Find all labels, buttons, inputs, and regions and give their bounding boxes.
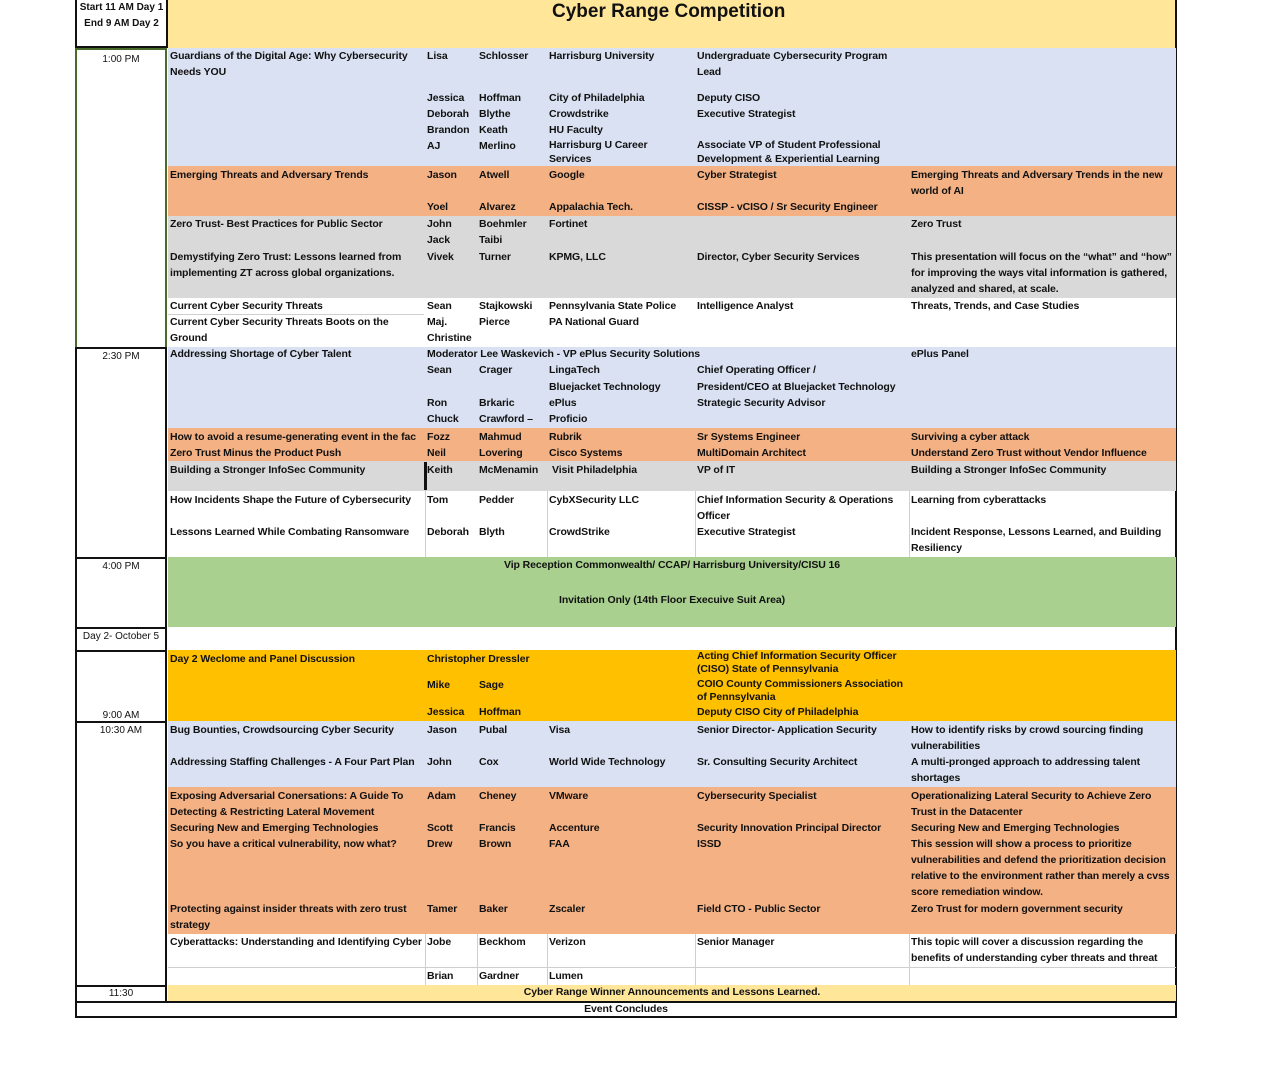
speaker-last: Pierce (479, 316, 510, 328)
speaker-last: Atwell (479, 169, 510, 181)
time-label: 10:30 AM (99, 725, 143, 736)
speaker-org: Google (549, 169, 585, 181)
speaker-last: Merlino (479, 140, 516, 152)
start-end-cell (75, 0, 168, 48)
day2-cell (75, 627, 167, 650)
speaker-role: Sr. Consulting Security Architect (697, 756, 858, 768)
speaker-first: John (427, 756, 452, 768)
speaker-org: Harrisburg University (549, 50, 655, 62)
grid-line (909, 934, 910, 985)
speaker-last: Gardner (479, 970, 520, 982)
speaker-first: Jobe (427, 936, 452, 948)
speaker-role: CISSP - vCISO / Sr Security Engineer (697, 201, 878, 213)
speaker-org: Accenture (549, 822, 600, 834)
speaker-last: Blyth (479, 526, 505, 538)
grid-line (547, 491, 548, 557)
session-title: Cyberattacks: Understanding and Identifying Cyber (170, 936, 422, 948)
speaker-role: President/CEO at Bluejacket Technology (697, 381, 896, 393)
speaker-last: Baker (479, 903, 508, 915)
speaker-last: Schlosser (479, 50, 529, 62)
time-cell-1030am (75, 721, 167, 985)
session-title: Addressing Shortage of Cyber Talent (170, 348, 352, 360)
panel-moderator: Moderator Lee Waskevich - VP ePlus Security Solutions (427, 348, 701, 360)
speaker-first: Drew (427, 838, 453, 850)
speaker-first: Jessica (427, 706, 465, 718)
speaker-first: AJ (427, 140, 441, 152)
speaker-last: Francis (479, 822, 516, 834)
session-title: Demystifying Zero Trust: Lessons learned from implementing ZT across global organizations. (170, 251, 402, 279)
speaker-org: FAA (549, 838, 570, 850)
speaker-org: HU Faculty (549, 124, 603, 136)
session-title: So you have a critical vulnerability, now what? (170, 838, 397, 850)
session-title: Building a Stronger InfoSec Community (170, 464, 366, 476)
session-title: Emerging Threats and Adversary Trends (170, 169, 369, 181)
speaker-first: John (427, 218, 452, 230)
session-title: Guardians of the Digital Age: Why Cybersecurity Needs YOU (170, 50, 408, 78)
speaker-last: Crager (479, 364, 513, 376)
session-title: Lessons Learned While Combating Ransomware (170, 526, 410, 538)
speaker-role: Chief Information Security & Operations Officer (697, 494, 894, 522)
speaker-org: Harrisburg U Career Services (549, 139, 648, 165)
session-title: How Incidents Shape the Future of Cybersecurity (170, 494, 411, 506)
speaker-last: Hoffman (479, 706, 521, 718)
time-cell-230pm (75, 347, 167, 557)
speaker-first: Sean (427, 364, 452, 376)
grid-line (425, 491, 426, 557)
speaker-last: Pedder (479, 494, 514, 506)
time-label: 9:00 AM (102, 710, 140, 721)
session-title: Day 2 Weclome and Panel Discussion (170, 653, 355, 665)
speaker-first: Scott (427, 822, 453, 834)
session-title: Zero Trust Minus the Product Push (170, 447, 342, 459)
time-cell-4pm (75, 557, 167, 627)
speaker-first: Keith (427, 464, 453, 476)
session-title: Protecting against insider threats with zero trust strategy (170, 903, 407, 931)
start-line: Start 11 AM Day 1 (79, 2, 164, 13)
speaker-role: Deputy CISO City of Philadelphia (697, 706, 859, 718)
session-topic: ePlus Panel (911, 348, 969, 360)
event-concludes: Event Concludes (584, 1003, 668, 1015)
speaker-last: McMenamin (479, 464, 539, 476)
speaker-last: Pubal (479, 724, 508, 736)
speaker-role: Senior Director- Application Security (697, 724, 877, 736)
speaker-first: Lisa (427, 50, 448, 62)
speaker-first: Deborah (427, 526, 469, 538)
speaker-role: Chief Operating Officer / (697, 364, 816, 376)
session-topic: Incident Response, Lessons Learned, and Building Resiliency (911, 526, 1162, 554)
speaker-last: Crawford – (479, 413, 533, 425)
session-topic: Learning from cyberattacks (911, 494, 1047, 506)
session-topic: Operationalizing Lateral Security to Achieve Zero Trust in the Datacenter (911, 790, 1152, 818)
speaker-last: Lovering (479, 447, 523, 459)
speaker-role: Undergraduate Cybersecurity Program Lead (697, 50, 888, 78)
session-topic: Securing New and Emerging Technologies (911, 822, 1120, 834)
speaker-role: Field CTO - Public Sector (697, 903, 821, 915)
time-cell-1130 (75, 985, 167, 1001)
time-label: 2:30 PM (102, 351, 140, 362)
speaker-last: Beckhom (479, 936, 526, 948)
grid-line (695, 934, 696, 985)
speaker-last: Alvarez (479, 201, 516, 213)
speaker-role: Executive Strategist (697, 108, 796, 120)
speaker-first: Jack (427, 234, 450, 246)
speaker-first: Adam (427, 790, 456, 802)
speaker-last: Boehmler (479, 218, 527, 230)
speaker-org: PA National Guard (549, 316, 639, 328)
speaker-last: Stajkowski (479, 300, 533, 312)
time-cell-1pm (75, 48, 167, 347)
speaker-last: Keath (479, 124, 508, 136)
speaker-org: VMware (549, 790, 589, 802)
speaker-org: Pennsylvania State Police (549, 300, 677, 312)
page-title: Cyber Range Competition (552, 1, 786, 22)
speaker-org: Verizon (549, 936, 586, 948)
session-topic: Building a Stronger InfoSec Community (911, 464, 1107, 476)
speaker-first: Yoel (427, 201, 448, 213)
session-title: Current Cyber Security Threats Boots on the Ground (170, 316, 389, 344)
session-topic: This presentation will focus on the “what” and “how” for improving the ways vital information is gathered, analyzed and shared, at scale. (911, 251, 1172, 295)
speaker-last: Blythe (479, 108, 511, 120)
speaker-first: Tom (427, 494, 449, 506)
speaker-role: Sr Systems Engineer (697, 431, 801, 443)
speaker-last: Brkaric (479, 397, 515, 409)
speaker-org: Visa (549, 724, 571, 736)
session-title: Bug Bounties, Crowdsourcing Cyber Security (170, 724, 394, 736)
speaker-last: Cox (479, 756, 499, 768)
speaker-last: Taibi (479, 234, 503, 246)
time-label: 4:00 PM (102, 561, 140, 572)
speaker-last: Brown (479, 838, 512, 850)
session-title: Exposing Adversarial Conersations: A Guide To Detecting & Restricting Lateral Movement (170, 790, 404, 818)
session-topic: Understand Zero Trust without Vendor Influence (911, 447, 1147, 459)
speaker-org: LingaTech (549, 364, 600, 376)
speaker-first: Christopher Dressler (427, 653, 530, 665)
speaker-first: Brandon (427, 124, 470, 136)
speaker-org: Crowdstrike (549, 108, 609, 120)
speaker-role: Intelligence Analyst (697, 300, 794, 312)
speaker-role: Executive Strategist (697, 526, 796, 538)
speaker-role: Security Innovation Principal Director (697, 822, 882, 834)
speaker-role: VP of IT (697, 464, 736, 476)
speaker-last: Mahmud (479, 431, 522, 443)
winner-announcement: Cyber Range Winner Announcements and Lessons Learned. (523, 986, 821, 998)
speaker-role: ISSD (697, 838, 722, 850)
speaker-last: Sage (479, 679, 504, 691)
session-topic: Zero Trust (911, 218, 962, 230)
session-title: Addressing Staffing Challenges - A Four Part Plan (170, 756, 415, 768)
reception-line-1: Vip Reception Commonwealth/ CCAP/ Harrisburg University/CISU 16 (504, 559, 840, 571)
speaker-org: City of Philadelphia (549, 92, 645, 104)
speaker-org: CybXSecurity LLC (549, 494, 640, 506)
day2-label: Day 2- October 5 (82, 631, 160, 642)
session-topic: A multi-pronged approach to addressing talent shortages (911, 756, 1141, 784)
speaker-org: Appalachia Tech. (549, 201, 633, 213)
reception-line-2: Invitation Only (14th Floor Execuive Suit Area) (559, 594, 785, 606)
speaker-first: Vivek (427, 251, 454, 263)
session-title: Current Cyber Security Threats (170, 300, 323, 312)
speaker-org: CrowdStrike (549, 526, 610, 538)
speaker-role: Associate VP of Student Professional Development & Experiential Learning (697, 139, 881, 165)
speaker-org: KPMG, LLC (549, 251, 606, 263)
time-cell-9am (75, 650, 167, 721)
speaker-role: Director, Cyber Security Services (697, 251, 860, 263)
grid-line (909, 491, 910, 557)
speaker-org: Visit Philadelphia (552, 464, 637, 476)
speaker-first: Mike (427, 679, 450, 691)
speaker-role: Acting Chief Information Security Officer (CISO) State of Pennsylvania (697, 650, 897, 675)
session-topic: Zero Trust for modern government security (911, 903, 1123, 915)
speaker-first: Tamer (427, 903, 458, 915)
speaker-first: Sean (427, 300, 452, 312)
speaker-org: Zscaler (549, 903, 586, 915)
session-topic: How to identify risks by crowd sourcing finding vulnerabilities (911, 724, 1144, 752)
speaker-first: Fozz (427, 431, 450, 443)
speaker-last: Cheney (479, 790, 517, 802)
speaker-first: Jason (427, 724, 457, 736)
speaker-last: Turner (479, 251, 511, 263)
speaker-org: Cisco Systems (549, 447, 623, 459)
speaker-org: Rubrik (549, 431, 582, 443)
session-title: Zero Trust- Best Practices for Public Sector (170, 218, 383, 230)
speaker-first: Deborah (427, 108, 469, 120)
grid-line (168, 967, 1176, 968)
session-topic: Surviving a cyber attack (911, 431, 1030, 443)
speaker-role: MultiDomain Architect (697, 447, 806, 459)
speaker-role: Senior Manager (697, 936, 775, 948)
speaker-first: Ron (427, 397, 448, 409)
speaker-role: COIO County Commissioners Association of Pennsylvania (697, 678, 903, 703)
session-title: Securing New and Emerging Technologies (170, 822, 379, 834)
speaker-first: Neil (427, 447, 446, 459)
time-label: 1:00 PM (102, 54, 140, 65)
speaker-org: Lumen (549, 970, 583, 982)
speaker-role: Strategic Security Advisor (697, 397, 826, 409)
speaker-first: Brian (427, 970, 454, 982)
event-concludes-row (75, 1001, 1177, 1018)
session-topic: Threats, Trends, and Case Studies (911, 300, 1080, 312)
session-topic: Emerging Threats and Adversary Trends in the new world of AI (911, 169, 1163, 197)
speaker-last: Hoffman (479, 92, 521, 104)
speaker-first: Maj. Christine (427, 316, 472, 344)
speaker-org: Proficio (549, 413, 588, 425)
speaker-org: ePlus (549, 397, 577, 409)
speaker-first: Chuck (427, 413, 459, 425)
speaker-first: Jessica (427, 92, 465, 104)
speaker-first: Jason (427, 169, 457, 181)
speaker-role: Cyber Strategist (697, 169, 777, 181)
speaker-org: World Wide Technology (549, 756, 666, 768)
time-label: 11:30 (108, 988, 134, 999)
speaker-role: Cybersecurity Specialist (697, 790, 817, 802)
grid-line (695, 491, 696, 557)
speaker-role: Deputy CISO (697, 92, 761, 104)
end-line: End 9 AM Day 2 (84, 18, 159, 29)
session-topic: This topic will cover a discussion regarding the benefits of understanding cyber threats and threat (911, 936, 1158, 964)
speaker-org: Fortinet (549, 218, 588, 230)
session-topic: This session will show a process to prioritize vulnerabilities and defend the prioritization decision relative to the environment rather than merely a cvss score remediation window. (911, 838, 1170, 898)
grid-line (547, 934, 548, 985)
grid-line (477, 934, 478, 985)
session-title: How to avoid a resume-generating event in the fac (170, 431, 416, 443)
speaker-org: Bluejacket Technology (549, 381, 661, 393)
